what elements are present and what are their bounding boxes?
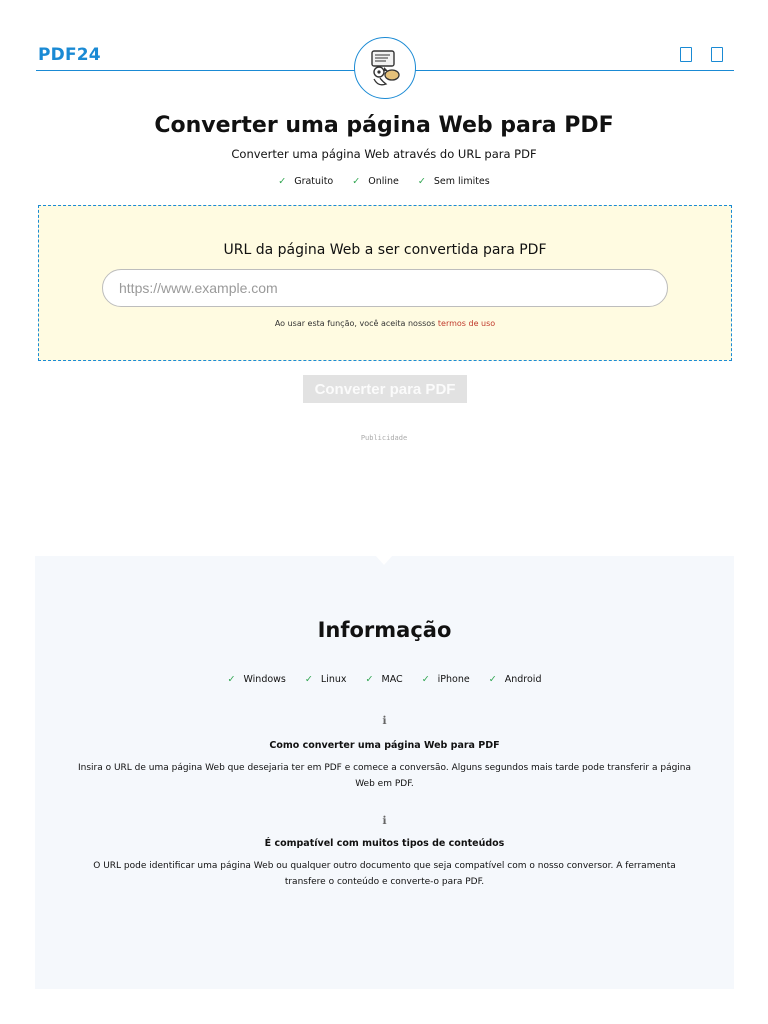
platform-item: ✓ MAC [365,674,403,685]
page-subtitle: Converter uma página Web através do URL para PDF [231,147,537,161]
mascot-logo[interactable] [354,37,416,99]
check-icon: ✓ [417,176,426,187]
feature-badges [0,176,768,187]
block-text: O URL pode identificar uma página Web ou qualquer outro documento que seja compatível com o nosso conversor. A ferramenta transfere o conteúdo e converte-o para PDF. [93,861,676,887]
check-icon: ✓ [352,176,361,187]
platform-item: ✓ Linux [304,674,347,685]
check-icon: ✓ [488,674,497,685]
menu-icon[interactable] [711,47,723,62]
check-icon: ✓ [421,674,430,685]
check-icon: ✓ [304,674,313,685]
terms-notice: Ao usar esta função, você aceita nossos termos de uso [274,319,496,328]
info-section [35,556,734,989]
info-icon: ℹ [382,714,387,727]
platform-list [35,674,734,685]
terms-link[interactable]: termos de uso [437,319,496,328]
badge: ✓ Gratuito [278,176,334,187]
ad-label: Publicidade [360,434,408,442]
info-icon: ℹ [382,814,387,827]
block-title: É compatível com muitos tipos de conteúdos [264,838,505,849]
check-icon: ✓ [278,176,287,187]
page-title: Converter uma página Web para PDF [154,113,614,138]
convert-button[interactable]: Converter para PDF [303,375,467,403]
block-title: Como converter uma página Web para PDF [269,740,500,751]
check-icon: ✓ [227,674,236,685]
info-title: Informação [317,618,452,642]
language-icon[interactable] [680,47,692,62]
site-header [36,40,734,72]
mascot-icon [362,45,408,91]
url-form-zone [38,205,732,361]
badge: ✓ Sem limites [417,176,490,187]
platform-item: ✓ Android [488,674,542,685]
check-icon: ✓ [365,674,374,685]
platform-item: ✓ Windows [227,674,286,685]
block-text: Insira o URL de uma página Web que desejaria ter em PDF e comece a conversão. Alguns segundos mais tarde pode transferir a página Web em PDF. [77,763,692,789]
url-label: URL da página Web a ser convertida para PDF [223,242,547,258]
platform-item: ✓ iPhone [421,674,470,685]
section-notch [375,555,393,565]
url-input[interactable] [102,269,668,307]
pdf24-logo[interactable]: PDF24 [38,45,101,65]
badge: ✓ Online [352,176,399,187]
